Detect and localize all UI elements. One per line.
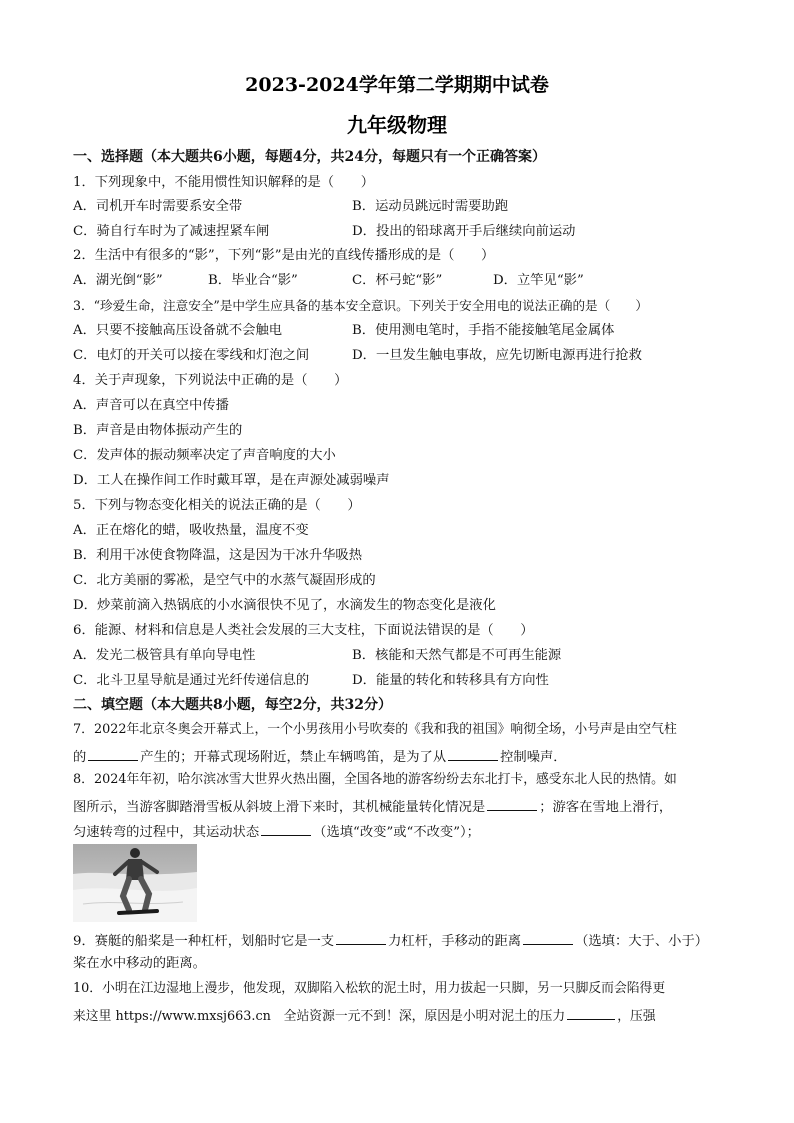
q7-blank-2[interactable]	[448, 746, 498, 761]
q9-text-b: 力杠杆，手移动的距离	[388, 934, 522, 949]
q2-option-c: C．杯弓蛇“影”	[352, 273, 443, 288]
q8-text-c: 匀速转弯的过程中，其运动状态	[73, 825, 260, 840]
q1-option-c: C．骑自行车时为了减速捏紧车闸	[73, 224, 270, 239]
q7-text-c: 控制噪声．	[500, 750, 567, 765]
q9-line2: 桨在水中移动的距离。	[73, 956, 206, 971]
q8-blank-2[interactable]	[261, 821, 311, 836]
q8-line3	[73, 821, 723, 842]
q3-option-d: D．一旦发生触电事故，应先切断电源再进行抢救	[352, 348, 642, 363]
q10-line2	[73, 1005, 723, 1026]
q4-option-b: B．声音是由物体振动产生的	[73, 423, 243, 438]
q7-line2	[73, 746, 723, 767]
q4-stem: 4．关于声现象，下列说法中正确的是（ ）	[73, 373, 348, 388]
q6-option-c: C．北斗卫星导航是通过光纤传递信息的	[73, 673, 310, 688]
snowboarder-photo	[73, 844, 197, 922]
q6-option-b: B．核能和天然气都是不可再生能源	[352, 648, 562, 663]
q4-option-c: C．发声体的振动频率决定了声音响度的大小	[73, 448, 336, 463]
q2-stem: 2．生活中有很多的“影”，下列“影”是由光的直线传播形成的是（ ）	[73, 248, 495, 263]
q5-stem: 5．下列与物态变化相关的说法正确的是（ ）	[73, 498, 361, 513]
q7-text-b: 产生的；开幕式现场附近，禁止车辆鸣笛，是为了从	[140, 750, 447, 765]
q7-line1: 7．2022年北京冬奥会开幕式上，一个小男孩用小号吹奏的《我和我的祖国》响彻全场，小号声是由空气柱	[73, 722, 677, 737]
q6-option-d: D．能量的转化和转移具有方向性	[352, 673, 549, 688]
q5-option-a: A．正在熔化的蜡，吸收热量，温度不变	[73, 523, 309, 538]
q8-text-d: （选填“改变”或“不改变”）；	[313, 825, 480, 840]
q5-option-c: C．北方美丽的雾凇，是空气中的水蒸气凝固形成的	[73, 573, 376, 588]
q4-option-a: A．声音可以在真空中传播	[73, 398, 229, 413]
section1-heading: 一、选择题（本大题共6小题，每题4分，共24分，每题只有一个正确答案）	[73, 149, 546, 165]
q5-option-b: B．利用干冰使食物降温，这是因为干冰升华吸热	[73, 548, 363, 563]
q3-option-c: C．电灯的开关可以接在零线和灯泡之间	[73, 348, 310, 363]
q7-text-a: 的	[73, 750, 87, 765]
q8-line2	[73, 796, 723, 817]
q2-option-d: D．立竿见“影”	[493, 273, 584, 288]
exam-subtitle: 九年级物理	[347, 113, 447, 137]
q8-text-b: ；游客在雪地上滑行，	[539, 800, 673, 815]
q9-text-c: （选填：大于、小于）	[575, 934, 709, 949]
q7-blank-1[interactable]	[88, 746, 138, 761]
q1-stem: 1．下列现象中，不能用惯性知识解释的是（ ）	[73, 175, 374, 190]
q1-option-d: D．投出的铅球离开手后继续向前运动	[352, 224, 576, 239]
q10-blank-1[interactable]	[567, 1005, 615, 1020]
q9-blank-2[interactable]	[523, 930, 573, 945]
q6-option-a: A．发光二极管具有单向导电性	[73, 648, 256, 663]
q3-option-b: B．使用测电笔时，手指不能接触笔尾金属体	[352, 323, 615, 338]
q9-line1	[73, 930, 723, 951]
q1-option-a: A．司机开车时需要系安全带	[73, 199, 243, 214]
exam-title: 2023-2024学年第二学期期中试卷	[245, 74, 549, 96]
q8-text-a: 图所示，当游客脚踏滑雪板从斜坡上滑下来时，其机械能量转化情况是	[73, 800, 486, 815]
q2-option-a: A．湖光倒“影”	[73, 273, 163, 288]
q10-line1: 10．小明在江边湿地上漫步，他发现，双脚陷入松软的泥土时，用力拔起一只脚，另一只脚反而会陷得更	[73, 981, 666, 996]
q2-option-b: B．毕业合“影”	[208, 273, 298, 288]
q8-line1: 8．2024年年初，哈尔滨冰雪大世界火热出圈，全国各地的游客纷纷去东北打卡，感受东北人民的热情。如	[73, 772, 677, 787]
q3-option-a: A．只要不接触高压设备就不会触电	[73, 323, 283, 338]
q1-option-b: B．运动员跳远时需要助跑	[352, 199, 509, 214]
section2-heading: 二、填空题（本大题共8小题，每空2分，共32分）	[73, 697, 392, 713]
q9-blank-1[interactable]	[336, 930, 386, 945]
q10-text-a: 来这里 https://www.mxsj663.cn 全站资源一元不到！深，原因是小明对泥土的压力	[73, 1009, 566, 1024]
q10-text-b: ，压强	[617, 1009, 656, 1024]
q4-option-d: D．工人在操作间工作时戴耳罩，是在声源处减弱噪声	[73, 473, 390, 488]
q8-blank-1[interactable]	[487, 796, 537, 811]
q5-option-d: D．炒菜前滴入热锅底的小水滴很快不见了，水滴发生的物态变化是液化	[73, 598, 496, 613]
q9-text-a: 9．赛艇的船桨是一种杠杆，划船时它是一支	[73, 934, 335, 949]
q3-stem: 3．“珍爱生命，注意安全”是中学生应具备的基本安全意识。下列关于安全用电的说法正确的是（ ）	[73, 298, 649, 313]
q6-stem: 6．能源、材料和信息是人类社会发展的三大支柱，下面说法错误的是（ ）	[73, 623, 534, 638]
